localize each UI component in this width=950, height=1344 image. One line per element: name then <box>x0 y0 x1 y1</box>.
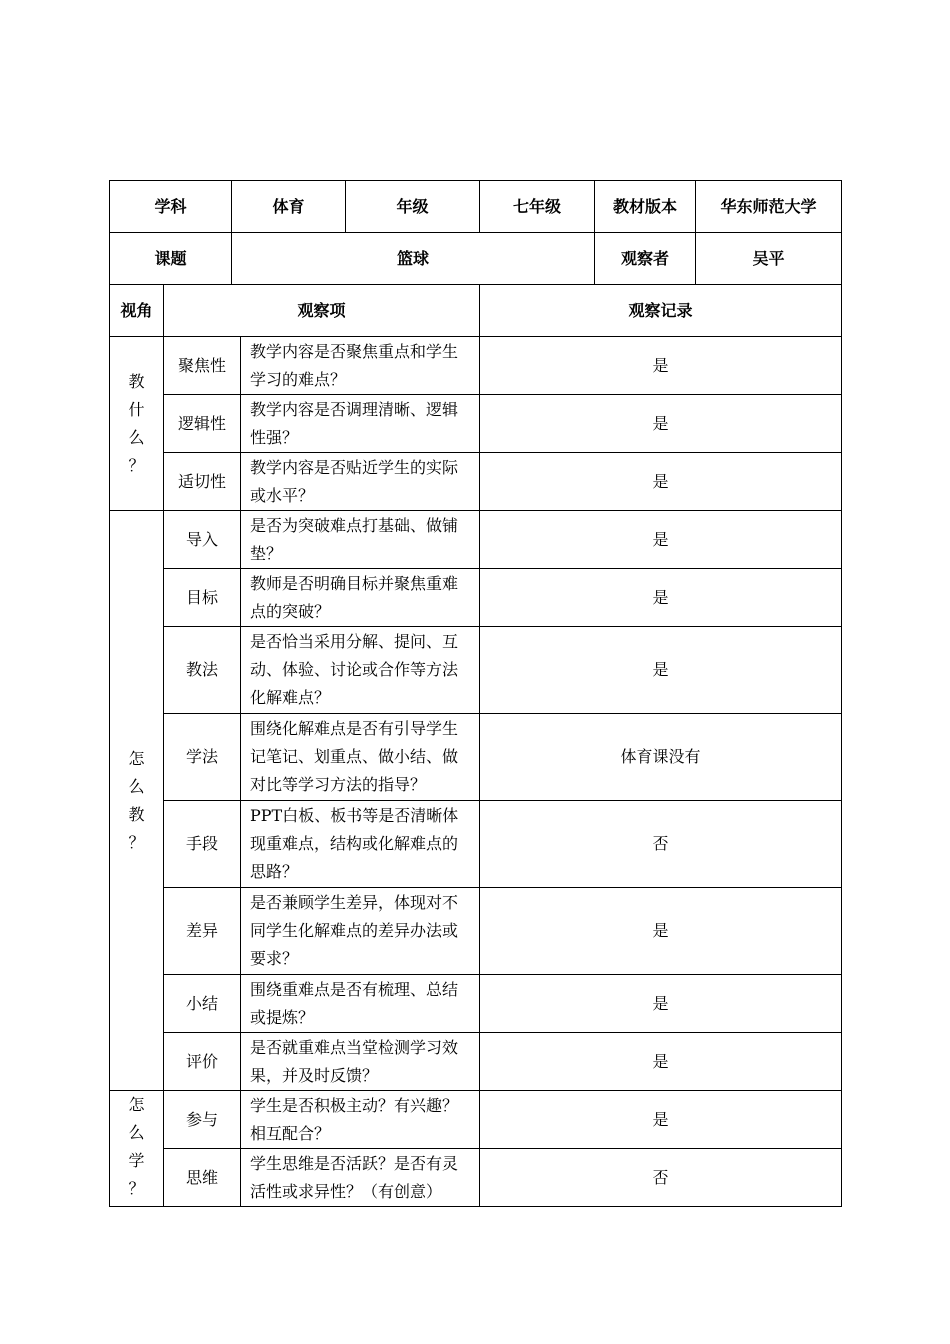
observer-value: 吴平 <box>696 233 842 285</box>
record-value: 否 <box>480 1149 842 1207</box>
question-text: 教学内容是否贴近学生的实际或水平？ <box>241 453 480 511</box>
record-value: 是 <box>480 337 842 395</box>
header-row-2 <box>110 233 842 285</box>
question-text: 学生思维是否活跃？是否有灵活性或求异性？（有创意） <box>241 1149 480 1207</box>
record-value: 体育课没有 <box>480 714 842 801</box>
question-text: 教师是否明确目标并聚焦重难点的突破？ <box>241 569 480 627</box>
table-row <box>110 337 842 395</box>
dimension-label: 逻辑性 <box>164 395 241 453</box>
table-row <box>110 511 842 569</box>
perspective-how-to-teach: 怎 么 教 ？ <box>110 511 164 1091</box>
record-value: 是 <box>480 888 842 975</box>
topic-label: 课题 <box>110 233 232 285</box>
table-row <box>110 1091 842 1149</box>
record-value: 是 <box>480 1091 842 1149</box>
dimension-label: 小结 <box>164 975 241 1033</box>
table-row <box>110 975 842 1033</box>
dimension-label: 导入 <box>164 511 241 569</box>
grade-value: 七年级 <box>480 181 595 233</box>
question-text: 是否就重难点当堂检测学习效果，并及时反馈？ <box>241 1033 480 1091</box>
table-row <box>110 395 842 453</box>
observation-table <box>109 180 842 1207</box>
question-text: 学生是否积极主动？有兴趣？相互配合？ <box>241 1091 480 1149</box>
column-header-row <box>110 285 842 337</box>
question-text: 是否兼顾学生差异，体现对不同学生化解难点的差异办法或要求？ <box>241 888 480 975</box>
record-value: 是 <box>480 975 842 1033</box>
table-row <box>110 714 842 801</box>
edition-label: 教材版本 <box>595 181 696 233</box>
record-value: 是 <box>480 453 842 511</box>
table-row <box>110 1149 842 1207</box>
dimension-label: 思维 <box>164 1149 241 1207</box>
record-value: 是 <box>480 1033 842 1091</box>
table-row <box>110 801 842 888</box>
subject-label: 学科 <box>110 181 232 233</box>
question-text: 围绕重难点是否有梳理、总结或提炼？ <box>241 975 480 1033</box>
observer-label: 观察者 <box>595 233 696 285</box>
dimension-label: 差异 <box>164 888 241 975</box>
table-row <box>110 627 842 714</box>
table-row <box>110 888 842 975</box>
subject-value: 体育 <box>232 181 346 233</box>
question-text: 是否为突破难点打基础、做铺垫？ <box>241 511 480 569</box>
dimension-label: 评价 <box>164 1033 241 1091</box>
header-row-1 <box>110 181 842 233</box>
dimension-label: 聚焦性 <box>164 337 241 395</box>
question-text: 教学内容是否聚焦重点和学生学习的难点？ <box>241 337 480 395</box>
dimension-label: 手段 <box>164 801 241 888</box>
question-text: PPT白板、板书等是否清晰体现重难点，结构或化解难点的思路？ <box>241 801 480 888</box>
grade-label: 年级 <box>346 181 480 233</box>
table-row <box>110 453 842 511</box>
table-row <box>110 1033 842 1091</box>
item-header: 观察项 <box>164 285 480 337</box>
question-text: 是否恰当采用分解、提问、互动、体验、讨论或合作等方法化解难点？ <box>241 627 480 714</box>
perspective-header: 视角 <box>110 285 164 337</box>
question-text: 围绕化解难点是否有引导学生记笔记、划重点、做小结、做对比等学习方法的指导？ <box>241 714 480 801</box>
dimension-label: 参与 <box>164 1091 241 1149</box>
record-header: 观察记录 <box>480 285 842 337</box>
dimension-label: 目标 <box>164 569 241 627</box>
perspective-how-to-learn: 怎 么 学 ？ <box>110 1091 164 1207</box>
record-value: 否 <box>480 801 842 888</box>
edition-value: 华东师范大学 <box>696 181 842 233</box>
topic-value: 篮球 <box>232 233 595 285</box>
dimension-label: 学法 <box>164 714 241 801</box>
perspective-what-to-teach: 教 什 么 ？ <box>110 337 164 511</box>
record-value: 是 <box>480 511 842 569</box>
dimension-label: 适切性 <box>164 453 241 511</box>
dimension-label: 教法 <box>164 627 241 714</box>
record-value: 是 <box>480 395 842 453</box>
table-row <box>110 569 842 627</box>
record-value: 是 <box>480 627 842 714</box>
question-text: 教学内容是否调理清晰、逻辑性强？ <box>241 395 480 453</box>
record-value: 是 <box>480 569 842 627</box>
